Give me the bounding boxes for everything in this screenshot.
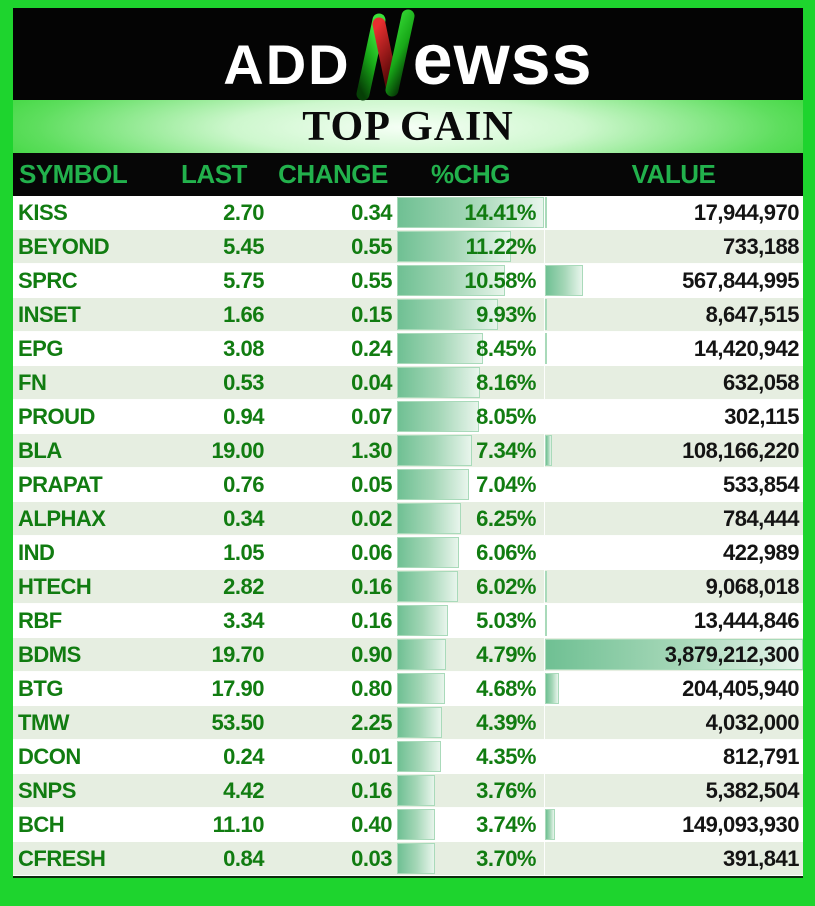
last-cell: 53.50: [211, 709, 264, 735]
symbol-cell: EPG: [18, 335, 63, 361]
pct-cell: 8.05%: [397, 400, 544, 433]
change-cell: 0.15: [351, 301, 392, 327]
change-cell: 0.24: [351, 335, 392, 361]
pct-data-bar: [397, 333, 483, 364]
table-row: [13, 400, 803, 434]
change-cell: 0.40: [351, 811, 392, 837]
value-cell: 204,405,940: [544, 672, 803, 705]
pct-cell: 3.70%: [397, 842, 544, 875]
column-header-value: VALUE: [631, 159, 716, 189]
value-cell: 784,444: [544, 502, 803, 535]
table-row: [13, 638, 803, 672]
change-cell: 0.16: [351, 607, 392, 633]
pct-cell: 10.58%: [397, 264, 544, 297]
pct-data-bar: [397, 469, 469, 500]
pct-data-bar: [397, 809, 435, 840]
table-row: [13, 332, 803, 366]
pct-cell: 6.25%: [397, 502, 544, 535]
symbol-cell: INSET: [18, 301, 81, 327]
value-cell: 567,844,995: [544, 264, 803, 297]
last-cell: 2.82: [223, 573, 264, 599]
logo-n-icon: [347, 8, 423, 104]
table-row: [13, 604, 803, 638]
symbol-cell: RBF: [18, 607, 62, 633]
pct-cell: 6.02%: [397, 570, 544, 603]
change-cell: 0.16: [351, 573, 392, 599]
pct-data-bar: [397, 639, 446, 670]
symbol-cell: ALPHAX: [18, 505, 106, 531]
change-cell: 0.16: [351, 777, 392, 803]
last-cell: 3.08: [223, 335, 264, 361]
value-cell: 108,166,220: [544, 434, 803, 467]
value-data-bar: [545, 299, 547, 330]
last-cell: 0.94: [223, 403, 264, 429]
pct-data-bar: [397, 843, 435, 874]
change-cell: 0.02: [351, 505, 392, 531]
last-cell: 1.66: [223, 301, 264, 327]
table-row: [13, 706, 803, 740]
table-row: [13, 570, 803, 604]
pct-data-bar: [397, 401, 479, 432]
last-cell: 11.10: [212, 811, 264, 837]
value-cell: 4,032,000: [544, 706, 803, 739]
symbol-cell: TMW: [18, 709, 70, 735]
pct-cell: 11.22%: [397, 230, 544, 263]
symbol-cell: PROUD: [18, 403, 95, 429]
symbol-cell: BDMS: [18, 641, 81, 667]
pct-data-bar: [397, 707, 442, 738]
last-cell: 0.53: [223, 369, 264, 395]
table-row: [13, 230, 803, 264]
symbol-cell: BTG: [18, 675, 63, 701]
pct-cell: 7.04%: [397, 468, 544, 501]
pct-cell: 9.93%: [397, 298, 544, 331]
page-title: TOP GAIN: [302, 103, 514, 150]
value-cell: 8,647,515: [544, 298, 803, 331]
last-cell: 2.70: [223, 199, 264, 225]
last-cell: 5.45: [223, 233, 264, 259]
column-header-change: CHANGE: [278, 159, 388, 189]
pct-cell: 14.41%: [397, 196, 544, 229]
value-cell: 13,444,846: [544, 604, 803, 637]
pct-cell: 4.68%: [397, 672, 544, 705]
table-body: [13, 196, 803, 876]
value-cell: 17,944,970: [544, 196, 803, 229]
last-cell: 1.05: [223, 539, 264, 565]
pct-cell: 7.34%: [397, 434, 544, 467]
value-cell: 5,382,504: [544, 774, 803, 807]
pct-data-bar: [397, 775, 435, 806]
pct-data-bar: [397, 673, 445, 704]
pct-cell: 4.79%: [397, 638, 544, 671]
value-cell: 391,841: [544, 842, 803, 875]
change-cell: 2.25: [351, 709, 392, 735]
symbol-cell: PRAPAT: [18, 471, 103, 497]
change-cell: 0.55: [351, 267, 392, 293]
pct-cell: 3.74%: [397, 808, 544, 841]
pct-cell: 8.16%: [397, 366, 544, 399]
pct-cell: 5.03%: [397, 604, 544, 637]
table-header-row: [13, 153, 803, 196]
last-cell: 19.00: [211, 437, 264, 463]
change-cell: 0.04: [351, 369, 392, 395]
last-cell: 0.34: [223, 505, 264, 531]
table-row: [13, 842, 803, 876]
last-cell: 0.24: [223, 743, 264, 769]
change-cell: 0.07: [351, 403, 392, 429]
content-area: [13, 8, 803, 878]
table-row: [13, 502, 803, 536]
pct-data-bar: [397, 503, 461, 534]
pct-cell: 4.39%: [397, 706, 544, 739]
table-row: [13, 468, 803, 502]
value-cell: 14,420,942: [544, 332, 803, 365]
pct-data-bar: [397, 537, 459, 568]
logo-banner: [13, 8, 803, 100]
change-cell: 0.03: [351, 845, 392, 871]
column-header-pctchg: %CHG: [431, 159, 510, 189]
value-data-bar: [545, 197, 547, 228]
pct-data-bar: [397, 605, 448, 636]
change-cell: 0.90: [351, 641, 392, 667]
pct-cell: 3.76%: [397, 774, 544, 807]
symbol-cell: DCON: [18, 743, 81, 769]
table-row: [13, 774, 803, 808]
table-row: [13, 740, 803, 774]
symbol-cell: IND: [18, 539, 55, 565]
table-row: [13, 298, 803, 332]
change-cell: 0.80: [351, 675, 392, 701]
value-data-bar: [545, 605, 547, 636]
symbol-cell: SNPS: [18, 777, 76, 803]
last-cell: 4.42: [223, 777, 264, 803]
table-row: [13, 264, 803, 298]
value-cell: 149,093,930: [544, 808, 803, 841]
value-cell: 733,188: [544, 230, 803, 263]
symbol-cell: HTECH: [18, 573, 92, 599]
value-data-bar: [545, 809, 555, 840]
logo-text-suffix: ewss: [412, 20, 593, 100]
value-cell: 632,058: [544, 366, 803, 399]
change-cell: 0.06: [351, 539, 392, 565]
top-gain-table: [13, 153, 803, 878]
change-cell: 0.01: [351, 743, 392, 769]
table-row: [13, 672, 803, 706]
last-cell: 0.84: [223, 845, 264, 871]
table-row: [13, 196, 803, 230]
symbol-cell: BEYOND: [18, 233, 110, 259]
value-data-bar: [545, 333, 547, 364]
logo-text-prefix: ADD: [223, 33, 351, 96]
symbol-cell: CFRESH: [18, 845, 106, 871]
symbol-cell: FN: [18, 369, 47, 395]
change-cell: 0.34: [351, 199, 392, 225]
title-banner: [13, 100, 803, 153]
value-cell: 9,068,018: [544, 570, 803, 603]
value-cell: 533,854: [544, 468, 803, 501]
pct-cell: 8.45%: [397, 332, 544, 365]
last-cell: 5.75: [223, 267, 264, 293]
symbol-cell: KISS: [18, 199, 68, 225]
column-header-symbol: SYMBOL: [19, 159, 128, 189]
value-data-bar: [545, 673, 559, 704]
change-cell: 0.05: [351, 471, 392, 497]
value-cell: 812,791: [544, 740, 803, 773]
last-cell: 19.70: [211, 641, 264, 667]
pct-data-bar: [397, 367, 480, 398]
pct-data-bar: [397, 741, 441, 772]
last-cell: 17.90: [211, 675, 264, 701]
pct-data-bar: [397, 571, 458, 602]
pct-cell: 4.35%: [397, 740, 544, 773]
symbol-cell: BLA: [18, 437, 62, 463]
value-data-bar: [545, 265, 583, 296]
value-data-bar: [545, 435, 552, 466]
symbol-cell: SPRC: [18, 267, 78, 293]
pct-cell: 6.06%: [397, 536, 544, 569]
table-row: [13, 434, 803, 468]
table-row: [13, 536, 803, 570]
last-cell: 0.76: [223, 471, 264, 497]
value-cell: 3,879,212,300: [544, 638, 803, 671]
value-cell: 302,115: [544, 400, 803, 433]
value-data-bar: [545, 571, 547, 602]
value-cell: 422,989: [544, 536, 803, 569]
change-cell: 0.55: [351, 233, 392, 259]
pct-data-bar: [397, 435, 472, 466]
symbol-cell: BCH: [18, 811, 65, 837]
change-cell: 1.30: [351, 437, 392, 463]
table-row: [13, 366, 803, 400]
table-row: [13, 808, 803, 842]
last-cell: 3.34: [223, 607, 264, 633]
column-header-last: LAST: [181, 159, 247, 189]
